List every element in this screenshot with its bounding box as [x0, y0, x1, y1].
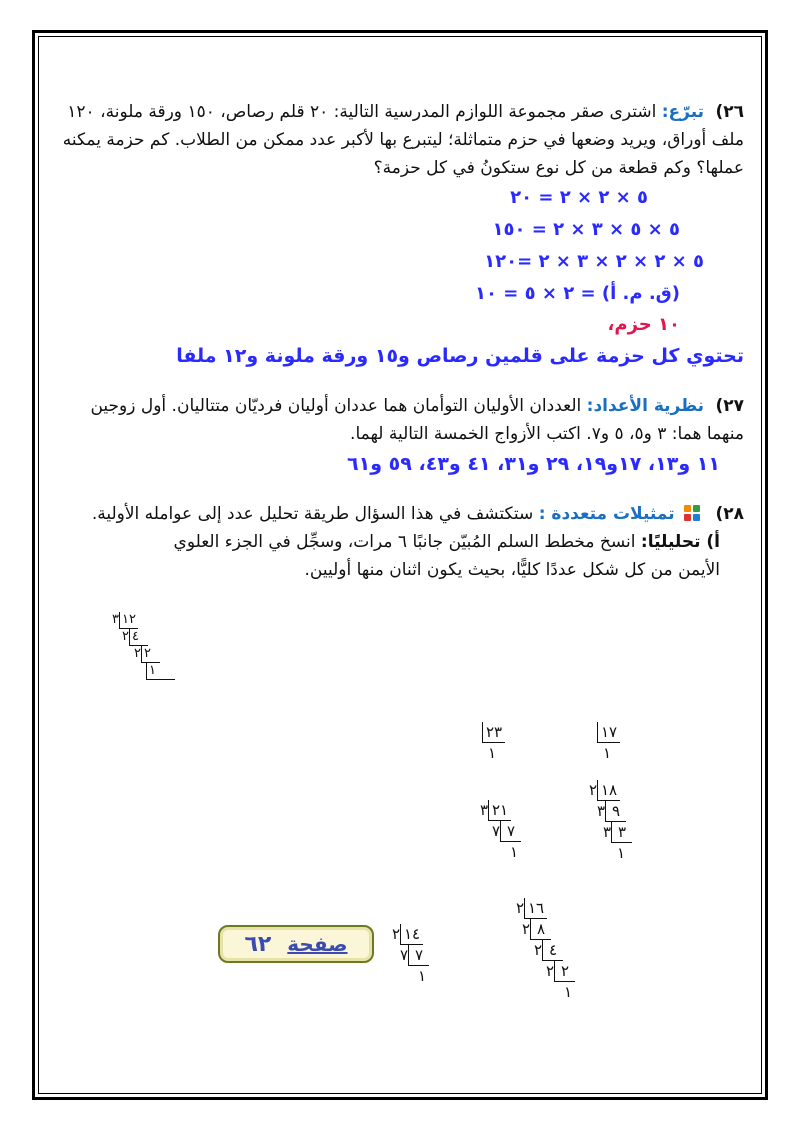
question-label: نظرية الأعداد:: [586, 396, 705, 416]
answer-line: ٥ × ٢ × ٢ × ٣ × ٢ =١٢٠: [484, 251, 704, 272]
ladder-row: ٢ ٢: [112, 646, 175, 663]
part-a-body: انسخ مخطط السلم المُبيّن جانبًا ٦ مرات، وسجِّل في الجزء العلوي الأيمن من كل شكل عددًا كليًّا، بحيث يكون اثنان منها أوليين.: [173, 532, 720, 580]
answer-bundles: ١٠ حزم،: [607, 314, 680, 335]
answer-final: تحتوي كل حزمة على قلمين رصاص و١٥ ورقة ملونة و١٢ ملفا: [176, 345, 744, 367]
factor-ladder-18: ٢ ١٨ ٣ ٩ ٣ ٣ ١: [585, 780, 632, 863]
factor-ladder-14: ٢ ١٤ ٧ ٧ ١: [388, 924, 429, 986]
puzzle-icon: [684, 505, 700, 521]
factor-ladder-16: ٢ ١٦ ٢ ٨ ٢ ٤ ٢ ٢ ١: [512, 898, 575, 1002]
answer-line: (ق. م. أ) = ٢ × ٥ = ١٠: [475, 283, 680, 304]
factor-ladder-21: ٣ ٢١ ٧ ٧ ١: [476, 800, 521, 862]
question-number: ٢٧): [715, 396, 744, 416]
answer-twin-primes: ١١ و١٣، ١٧و١٩، ٢٩ و٣١، ٤١ و٤٣، ٥٩ و٦١: [347, 453, 720, 475]
factor-ladder-23: ٢٣ ١: [470, 722, 505, 763]
question-label: تبرّع:: [661, 102, 705, 122]
ladder-row: ٢ ٤: [112, 629, 175, 646]
page-number: ٦٢: [244, 931, 272, 957]
question-26-text: [60, 98, 744, 182]
question-number: ٢٦): [715, 102, 744, 122]
question-26: [60, 98, 744, 372]
part-a-text: [160, 528, 744, 584]
factor-ladder-17: ١٧ ١: [585, 722, 620, 763]
question-27: [60, 392, 744, 480]
question-28: [60, 500, 744, 584]
answer-line: ٥ × ٢ × ٢ = ٢٠: [510, 187, 648, 208]
answer-line: ٥ × ٥ × ٣ × ٢ = ١٥٠: [492, 219, 680, 240]
question-label: تمثيلات متعددة :: [538, 504, 675, 524]
worksheet-content: [60, 98, 744, 584]
question-body: اشترى صقر مجموعة اللوازم المدرسية التالية: ٢٠ قلم رصاص، ١٥٠ ورقة ملونة، ١٢٠ ملف أوراق، ويريد وضعها في حزم متماثلة؛ ليتبرع بها لأكبر عدد ممكن من الطلاب. كم حزمة يمكنه عملها؟ وكم قطعة من كل نوع ستكونُ في كل حزمة؟: [62, 102, 744, 178]
question-body: العددان الأوليان التوأمان هما عددان أوليان فرديّان متتاليان. أول زوجين منهما هما: ٣ و٥، ٥ و٧. اكتب الأزواج الخمسة التالية لهما.: [90, 396, 744, 444]
page-word: صفحة: [287, 932, 348, 956]
question-number: ٢٨): [715, 504, 744, 524]
question-27-text: [60, 392, 744, 448]
question-28-text: [60, 500, 744, 528]
page-number-badge: [218, 925, 374, 963]
example-ladder: [112, 612, 175, 680]
ladder-row: ١: [112, 663, 175, 680]
part-a-label: أ) تحليليًا:: [640, 532, 720, 552]
ladder-row: ٣ ١٢: [112, 612, 175, 629]
question-body: ستكتشف في هذا السؤال طريقة تحليل عدد إلى عوامله الأولية.: [91, 504, 534, 524]
